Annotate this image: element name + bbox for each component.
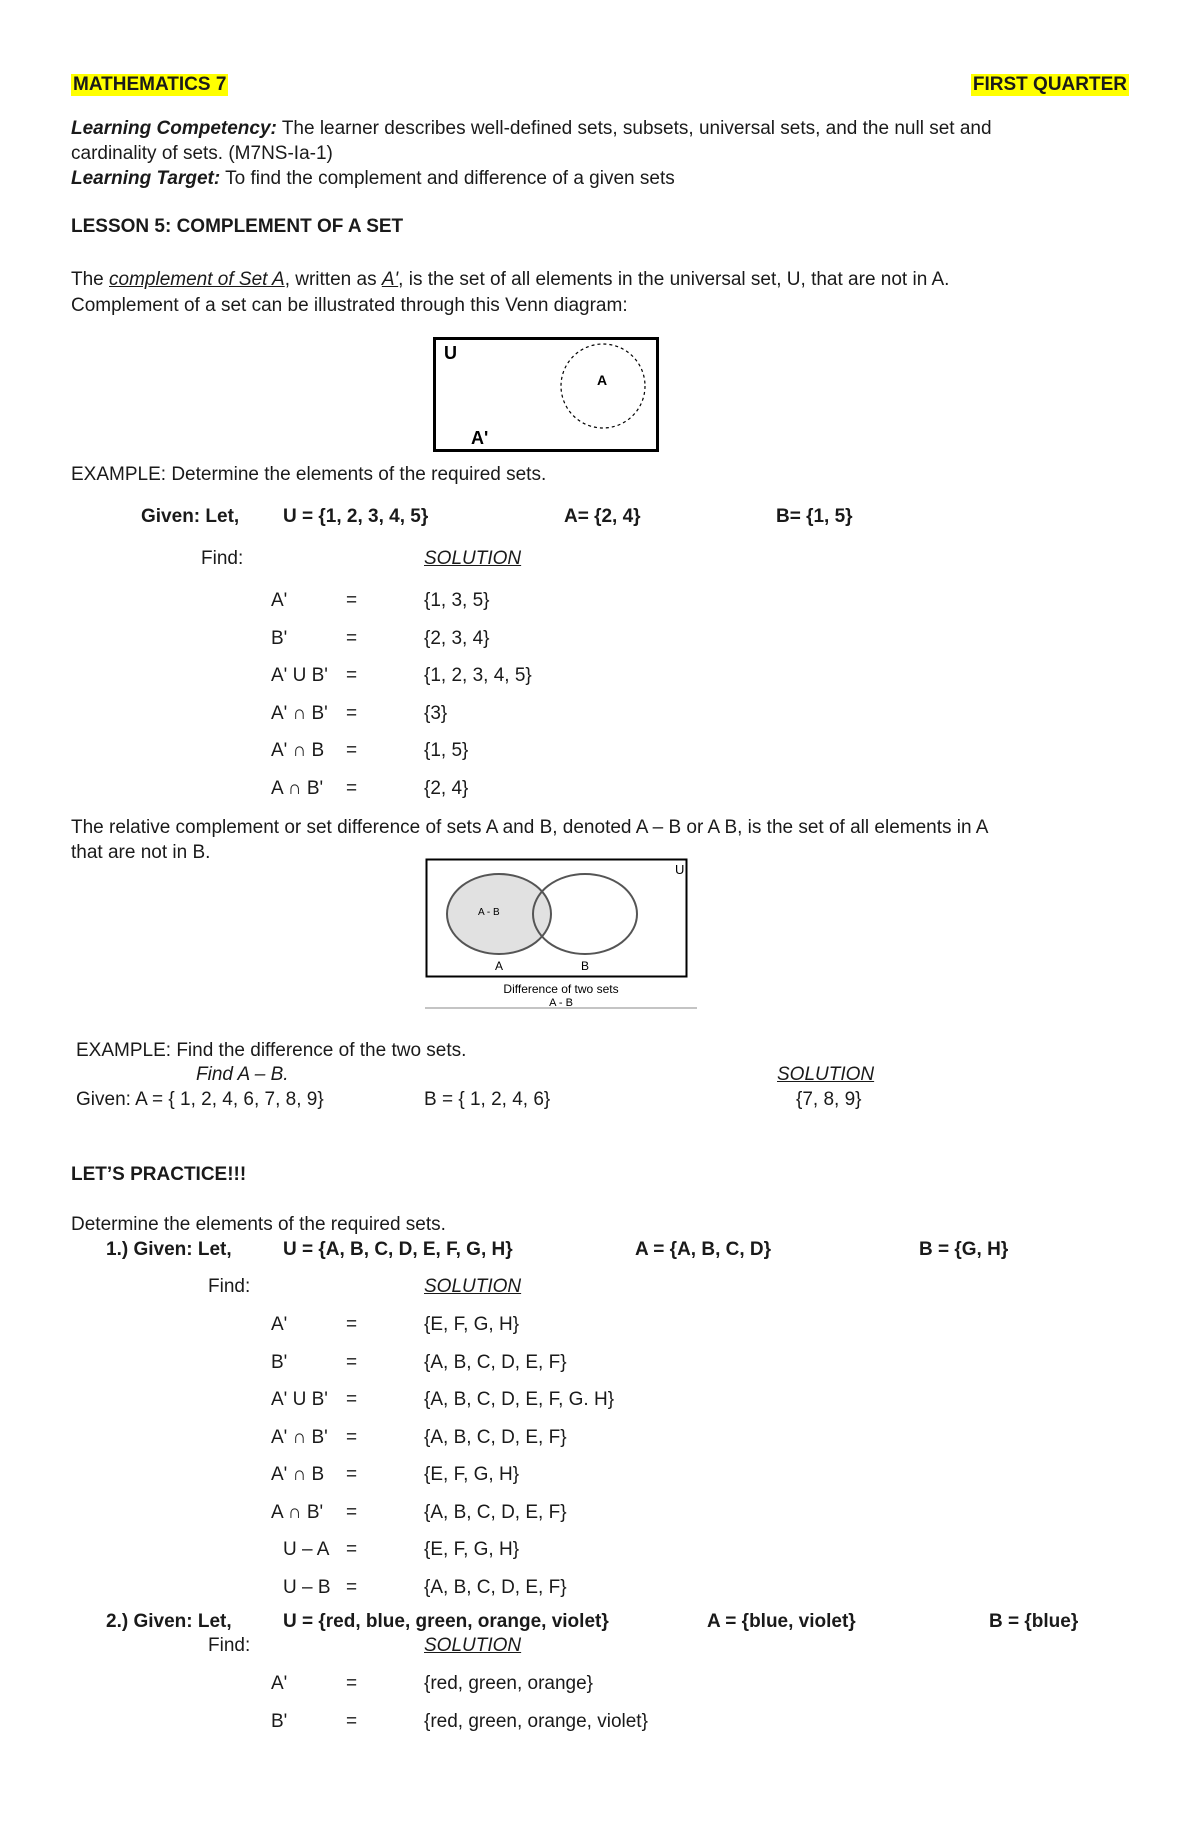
venn2-b-label: B: [581, 959, 590, 973]
p1-row-lhs: A' ∩ B: [271, 1464, 325, 1485]
p2-row-lhs: A': [271, 1673, 288, 1694]
example1-row-rhs: {1, 5}: [424, 740, 469, 761]
example2-given-b: B = { 1, 2, 4, 6}: [424, 1089, 551, 1110]
p1-row-eq: =: [346, 1501, 358, 1523]
learning-competency: Learning Competency: The learner describes well-defined sets, subsets, universal sets, and the null set and: [71, 118, 992, 139]
example1-b: B= {1, 5}: [776, 506, 853, 527]
p2-u: U = {red, blue, green, orange, violet}: [283, 1611, 609, 1632]
venn2-caption: Difference of two sets: [503, 982, 619, 996]
p2-find: Find:: [208, 1635, 251, 1656]
difference-definition: The relative complement or set difference of sets A and B, denoted A – B or A B, is the set of all elements in A: [71, 817, 989, 838]
practice-title: LET’S PRACTICE!!!: [71, 1164, 247, 1185]
quarter-heading: FIRST QUARTER: [972, 74, 1127, 95]
p2-given: 2.) Given: Let,: [106, 1611, 232, 1632]
p1-row-eq: =: [346, 1539, 358, 1560]
complement-definition: The complement of Set A, written as A', is the set of all elements in the universal set, U, that are not in A.: [71, 269, 950, 290]
p1-row-rhs: {E, F, G, H}: [424, 1314, 520, 1335]
example2-solution-heading: SOLUTION: [777, 1064, 875, 1085]
p2-b: B = {blue}: [989, 1611, 1079, 1632]
venn-diagram-complement: [433, 337, 659, 453]
p1-row-eq: =: [346, 1576, 358, 1598]
venn2-ab-label: A - B: [478, 907, 500, 918]
venn1-a-label: A: [597, 372, 608, 388]
example1-row-rhs: {2, 3, 4}: [424, 627, 490, 649]
venn-diagram-difference: [425, 858, 697, 1011]
example1-row-lhs: A' ∩ B': [271, 702, 328, 724]
example1-row-lhs: A ∩ B': [271, 777, 324, 799]
p1-row-lhs: U – A: [283, 1539, 330, 1560]
example1-row-lhs: A' U B': [271, 665, 328, 686]
example2-given-a: Given: A = { 1, 2, 4, 6, 7, 8, 9}: [76, 1089, 324, 1110]
p1-row-lhs: B': [271, 1351, 288, 1373]
p1-row-rhs: {A, B, C, D, E, F}: [424, 1576, 567, 1598]
p1-row-eq: =: [346, 1351, 358, 1373]
example1-given: Given: Let,: [141, 506, 240, 527]
example1-row-eq: =: [346, 665, 358, 686]
p1-given: 1.) Given: Let,: [106, 1239, 232, 1260]
venn2-caption-formula: A - B: [549, 997, 573, 1009]
lesson-title: LESSON 5: COMPLEMENT OF A SET: [71, 216, 404, 237]
example1-solution-heading: SOLUTION: [424, 548, 522, 569]
p1-u: U = {A, B, C, D, E, F, G, H}: [283, 1239, 513, 1260]
p1-row-eq: =: [346, 1314, 358, 1335]
p2-solution-heading: SOLUTION: [424, 1635, 522, 1656]
p1-row-rhs: {A, B, C, D, E, F}: [424, 1426, 567, 1448]
p2-row-eq: =: [346, 1710, 358, 1732]
difference-definition-cont: that are not in B.: [71, 842, 211, 863]
venn1-a-prime-label: A': [471, 428, 489, 448]
p1-row-lhs: A ∩ B': [271, 1501, 324, 1523]
practice-intro: Determine the elements of the required sets.: [71, 1214, 446, 1235]
p1-find: Find:: [208, 1276, 251, 1297]
p2-row-rhs: {red, green, orange, violet}: [424, 1710, 648, 1732]
example1-row-lhs: B': [271, 627, 288, 649]
subject-heading: MATHEMATICS 7: [73, 74, 227, 95]
p2-a: A = {blue, violet}: [707, 1611, 856, 1632]
example2-answer: {7, 8, 9}: [796, 1089, 862, 1110]
example1-row-eq: =: [346, 590, 358, 611]
venn1-u-label: U: [444, 343, 457, 363]
example2-intro: EXAMPLE: Find the difference of the two sets.: [76, 1040, 467, 1061]
example1-u: U = {1, 2, 3, 4, 5}: [283, 506, 429, 527]
p1-row-lhs: A' U B': [271, 1389, 328, 1410]
example2-find: Find A – B.: [196, 1064, 289, 1085]
example1-row-eq: =: [346, 740, 358, 761]
p1-row-eq: =: [346, 1389, 358, 1410]
p1-row-rhs: {E, F, G, H}: [424, 1464, 520, 1485]
example1-row-rhs: {1, 3, 5}: [424, 590, 490, 611]
learning-target: Learning Target: To find the complement and difference of a given sets: [71, 168, 675, 189]
p2-row-rhs: {red, green, orange}: [424, 1673, 594, 1694]
example1-a: A= {2, 4}: [564, 506, 641, 527]
venn2-a-label: A: [495, 959, 504, 973]
example1-row-eq: =: [346, 627, 358, 649]
venn2-u-label: U: [675, 862, 685, 877]
example1-row-lhs: A' ∩ B: [271, 740, 325, 761]
p1-b: B = {G, H}: [919, 1239, 1009, 1260]
p2-row-eq: =: [346, 1673, 358, 1694]
example1-intro: EXAMPLE: Determine the elements of the required sets.: [71, 464, 547, 485]
example1-row-lhs: A': [271, 590, 288, 611]
p2-row-lhs: B': [271, 1710, 288, 1732]
example1-row-rhs: {3}: [424, 702, 448, 724]
example1-row-eq: =: [346, 702, 358, 724]
p1-row-rhs: {A, B, C, D, E, F, G. H}: [424, 1389, 615, 1410]
example1-row-eq: =: [346, 777, 358, 799]
p1-row-eq: =: [346, 1464, 358, 1485]
example1-row-rhs: {1, 2, 3, 4, 5}: [424, 665, 532, 686]
p1-row-rhs: {A, B, C, D, E, F}: [424, 1351, 567, 1373]
p1-row-lhs: A': [271, 1314, 288, 1335]
p1-row-eq: =: [346, 1426, 358, 1448]
p1-row-lhs: A' ∩ B': [271, 1426, 328, 1448]
example1-find: Find:: [201, 548, 244, 569]
p1-row-rhs: {A, B, C, D, E, F}: [424, 1501, 567, 1523]
example1-row-rhs: {2, 4}: [424, 777, 469, 799]
p1-solution-heading: SOLUTION: [424, 1276, 522, 1297]
universal-set-box: [435, 339, 658, 451]
p1-row-rhs: {E, F, G, H}: [424, 1539, 520, 1560]
learning-competency-cont: cardinality of sets. (M7NS-Ia-1): [71, 143, 333, 164]
complement-definition-cont: Complement of a set can be illustrated through this Venn diagram:: [71, 295, 628, 316]
p1-row-lhs: U – B: [283, 1576, 331, 1598]
p1-a: A = {A, B, C, D}: [635, 1239, 772, 1260]
